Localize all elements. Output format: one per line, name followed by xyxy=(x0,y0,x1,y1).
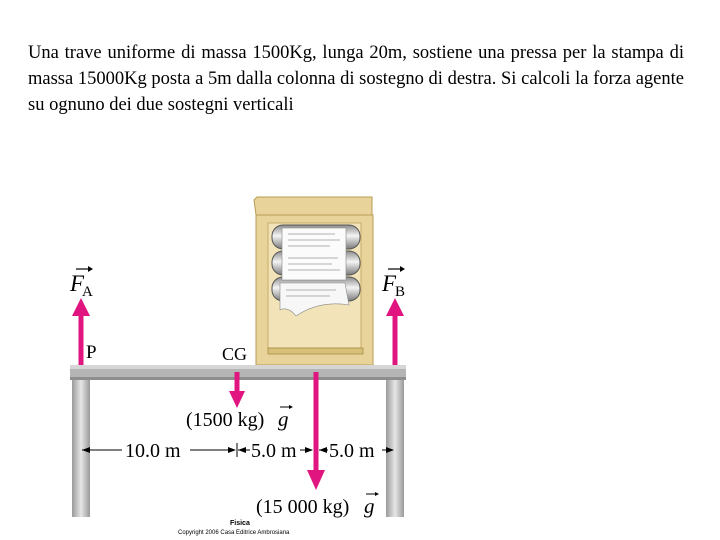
cg-label: CG xyxy=(222,344,248,364)
distance-label-1: 10.0 m xyxy=(125,440,181,462)
force-b-symbol: F xyxy=(382,271,397,296)
force-a-symbol: F xyxy=(70,271,85,296)
gravity-symbol: g xyxy=(364,494,375,518)
dimension-line xyxy=(82,440,394,462)
credit-copyright: Copyright 2006 Casa Editrice Ambrosiana xyxy=(178,530,290,536)
press-weight-label xyxy=(256,492,379,518)
gravity-symbol: g xyxy=(278,407,289,431)
force-b-subscript: B xyxy=(395,284,406,300)
printing-press xyxy=(254,197,373,365)
force-b-label xyxy=(381,266,405,300)
force-a-subscript: A xyxy=(82,284,93,300)
beam-weight-label xyxy=(186,405,293,431)
press-weight-arrow xyxy=(307,372,325,490)
beam-weight-mass: (1500 kg) xyxy=(186,409,265,431)
credit-title: Fisica xyxy=(230,520,250,527)
force-b-arrow xyxy=(386,298,404,365)
press-weight-mass: (15 000 kg) xyxy=(256,496,350,518)
distance-label-3: 5.0 m xyxy=(329,440,375,462)
pivot-label: P xyxy=(86,342,97,363)
force-a-label xyxy=(69,266,93,300)
distance-label-2: 5.0 m xyxy=(251,440,297,462)
problem-text: Una trave uniforme di massa 1500Kg, lunga 20m, sostiene una pressa per la stampa di massa 15000Kg posta a 5m dalla colonna di sostegno di destra. Si calcoli la forza agente su ognuno dei due sostegni verticali xyxy=(28,43,684,115)
